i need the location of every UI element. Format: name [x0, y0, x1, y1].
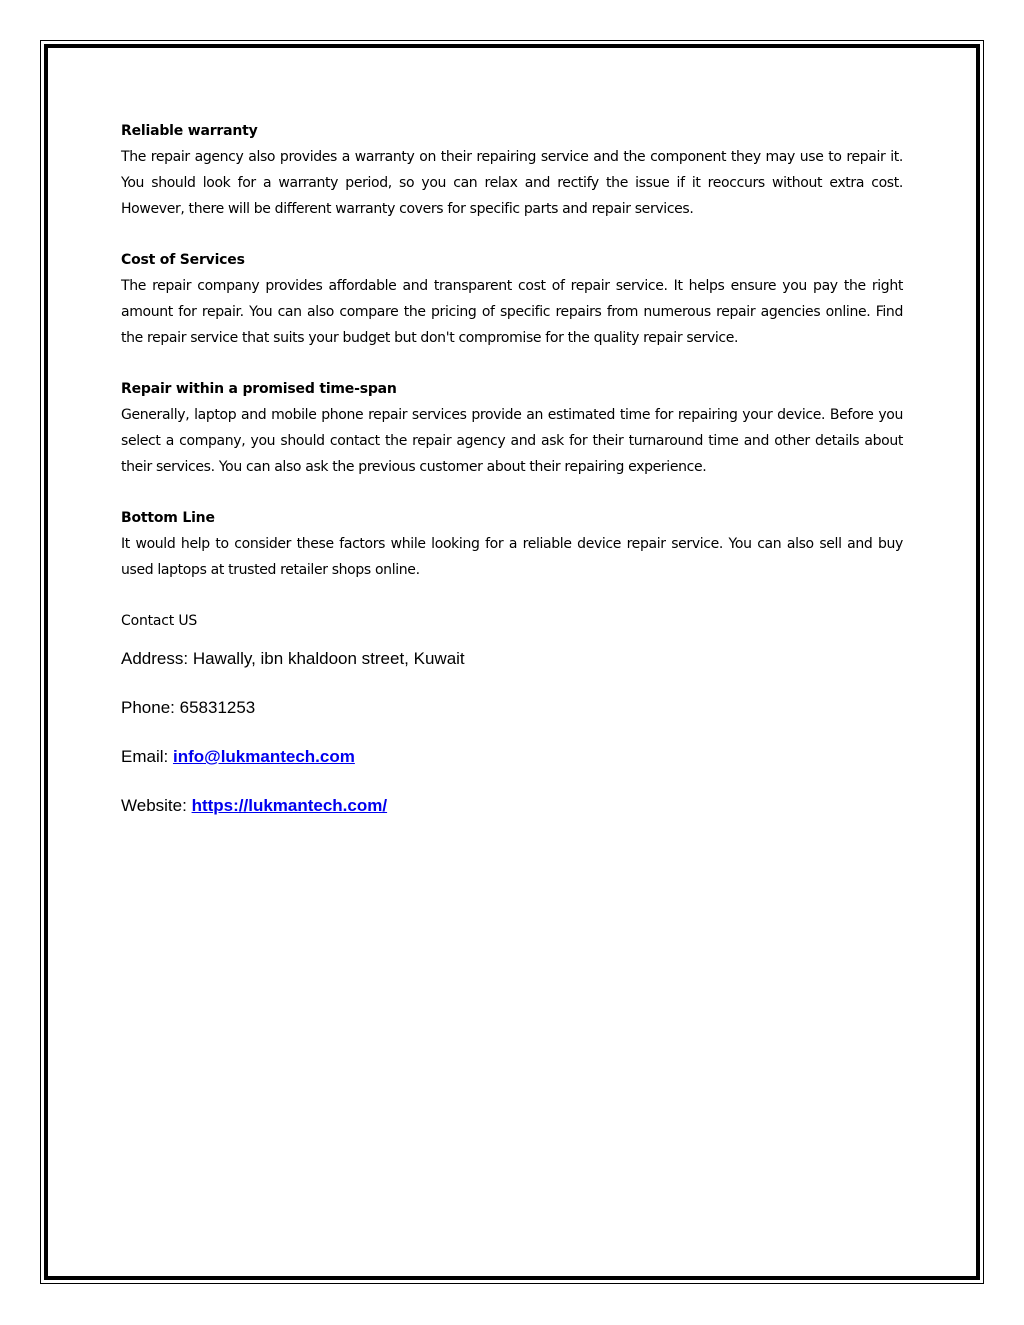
section-cost-of-services	[121, 247, 903, 351]
section-body: Generally, laptop and mobile phone repair services provide an estimated time for repairing your device. Before you select a company, you should contact the repair agency and ask for their turnaround time and other details about their services. You can also ask the previous customer about their repairing experience.	[121, 407, 903, 475]
phone-value: 65831253	[179, 698, 256, 717]
contact-block	[121, 608, 903, 817]
address-label: Address:	[121, 649, 189, 668]
document-content	[121, 118, 903, 844]
section-heading: Reliable warranty	[121, 123, 258, 139]
email-line	[121, 746, 903, 768]
website-line	[121, 795, 903, 817]
website-label: Website:	[121, 796, 187, 815]
section-body: It would help to consider these factors while looking for a reliable device repair service. You can also sell and buy used laptops at trusted retailer shops online.	[121, 536, 903, 578]
website-link[interactable]: https://lukmantech.com/	[191, 796, 388, 815]
section-body: The repair agency also provides a warranty on their repairing service and the component they may use to repair it. You should look for a warranty period, so you can relax and rectify the issue if it reoccurs without extra cost. However, there will be different warranty covers for specific parts and repair services.	[121, 149, 903, 217]
address-value: Hawally, ibn khaldoon street, Kuwait	[192, 649, 465, 668]
phone-line	[121, 697, 903, 719]
section-heading: Cost of Services	[121, 252, 245, 268]
section-repair-time-span	[121, 376, 903, 480]
section-reliable-warranty	[121, 118, 903, 222]
phone-label: Phone:	[121, 698, 175, 717]
contact-heading: Contact US	[121, 613, 198, 629]
address-line	[121, 648, 903, 670]
section-body: The repair company provides affordable and transparent cost of repair service. It helps ensure you pay the right amount for repair. You can also compare the pricing of specific repairs from numerous repair agencies online. Find the repair service that suits your budget but don't compromise for the quality repair service.	[121, 278, 903, 346]
email-link[interactable]: info@lukmantech.com	[172, 747, 355, 766]
section-heading: Repair within a promised time-span	[121, 381, 397, 397]
section-heading: Bottom Line	[121, 510, 215, 526]
email-label: Email:	[121, 747, 169, 766]
section-bottom-line	[121, 505, 903, 583]
